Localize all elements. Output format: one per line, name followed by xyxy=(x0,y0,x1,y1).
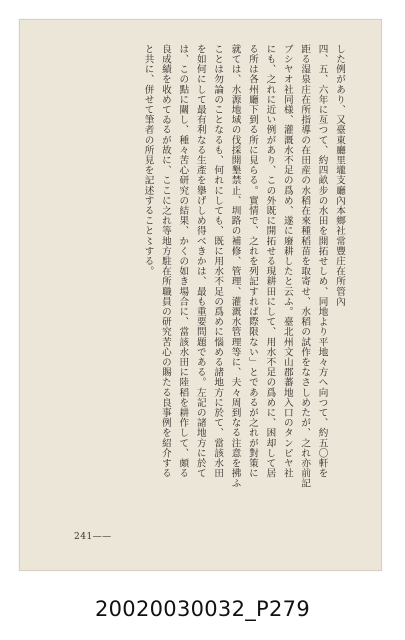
text-line: 良成績を收めてゐるが故に、ここに之れ等地方駐在所職員の研究苦心の賜たる良事例を紹介する xyxy=(159,44,171,479)
text-line: 四、五、六年に亙つて、約四畝步の水田を開拓せしめ、同地より平地々方へ向つて、約五〇軒を xyxy=(316,44,328,479)
text-line: る所は各州廳下到る所に見らる。實情で、之れを列記すれば際限ない」とであるが之れが對策に xyxy=(246,44,258,479)
page-number: 241—— xyxy=(74,532,112,542)
text-line: は、この點に關し、種々苦心研究の結果、かくの如き場合に、當該水田に陸稻を耕作して、頗る xyxy=(177,44,189,479)
text-line: 距る湿泉庄在所指導の在田産の水稻在來種稻苗を取寄せ、水稻の試作をなさしめたが、之れ亦前記 xyxy=(299,44,311,489)
text-line: ことは勿論のことなるも、何れにしても、既に用水不足の爲めに惱める諸地方に於て、當該水田 xyxy=(212,44,224,479)
text-line: を如何にして最有利なる生產を擧げしめ得べきかは、最も重要問題である。左記の諸地方に於て xyxy=(194,44,206,479)
text-line: 就ては、水源地域の伐採開墾禁止、圳路の補修、管理、灌溉水管理等に、夫々周到なる注意を拂ふ xyxy=(229,44,241,489)
text-line: にも、之れに近い例があり、この外既に開拓せる現耕田にして、用水不足の爲めに、困却して居 xyxy=(264,44,276,479)
text-line: と共に、併せて筆者の所見を記述すること〻する。 xyxy=(142,44,154,277)
text-line: ブシヤオ社同様、灌溉水不足の爲め、遂に廢耕したと云ふ。臺北州文山郡蕃地入口のタンピヤ社 xyxy=(281,44,293,479)
text-line: した例があり、又臺東廳里壠支廳內本鄉社常豐庄在所管內 xyxy=(334,44,345,307)
vertical-body-text xyxy=(86,44,348,492)
archive-id-caption: 20020030032_P279 xyxy=(94,597,310,621)
